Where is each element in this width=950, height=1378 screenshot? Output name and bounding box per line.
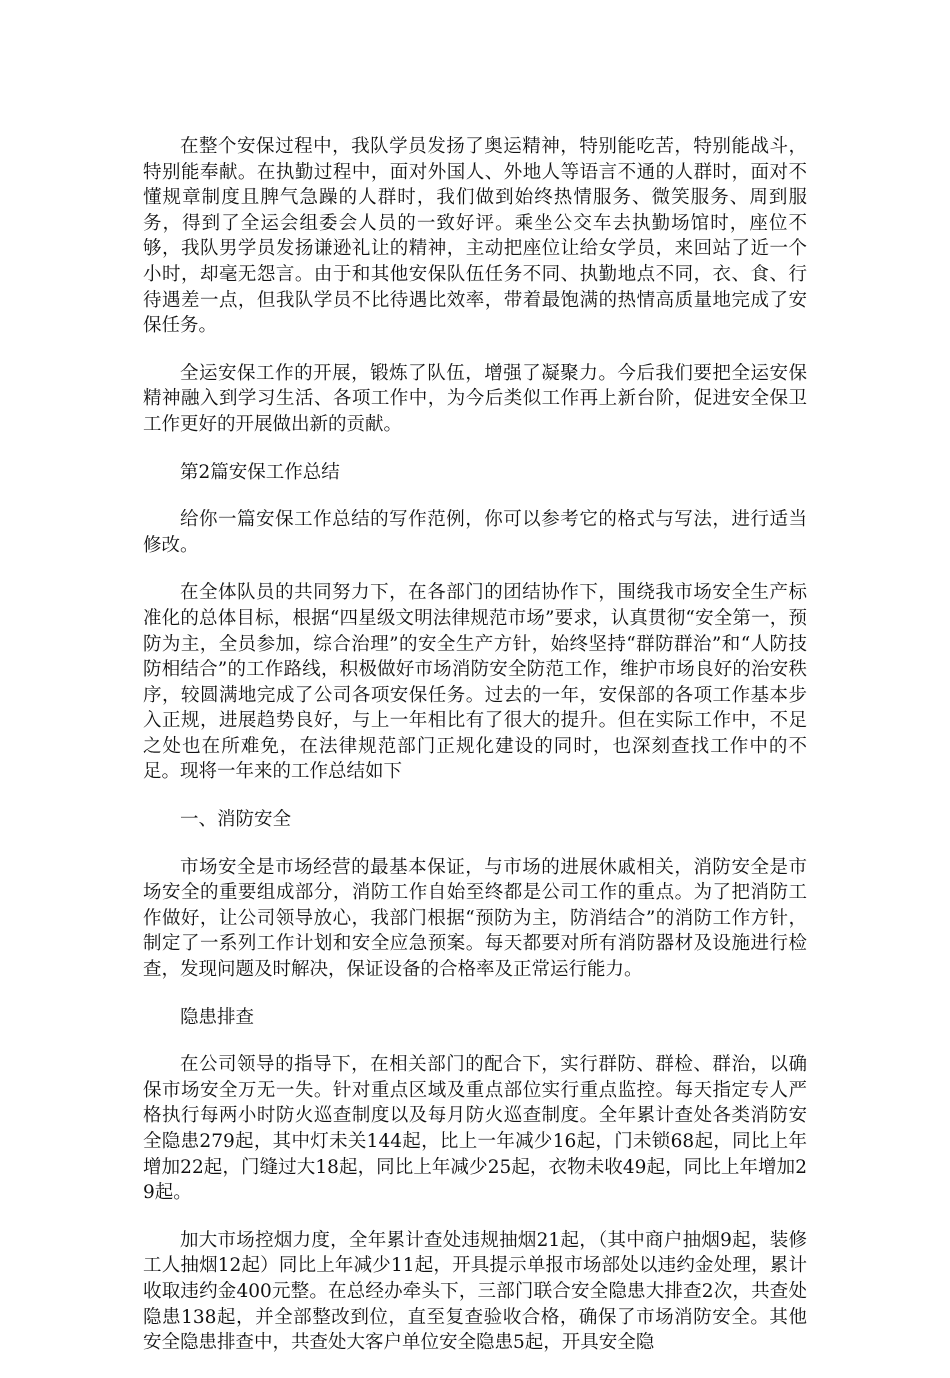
paragraph-intro: 给你一篇安保工作总结的写作范例，你可以参考它的格式与写法，进行适当修改。 [143,509,807,556]
paragraph-hazard-check: 在公司领导的指导下，在相关部门的配合下，实行群防、群检、群治，以确保市场安全万无一失。针对重点区域及重点部位实行重点监控。每天指定专人严格执行每两小时防火巡查制度以及每月防火巡查制度。全年累计查处各类消防安全隐患279起，其中灯未关144起，比上一年减少16起，门未锁68起，同比上年增加22起，门缝过大18起，同比上年减少25起，衣物未收49起，同比上年增加29起。 [143,1054,807,1204]
paragraph-overview: 在全体队员的共同努力下，在各部门的团结协作下，围绕我市场安全生产标准化的总体目标，根据“四星级文明法律规范市场”要求，认真贯彻“安全第一，预防为主，全员参加，综合治理”的安全生产方针，始终坚持“群防群治”和“人防技防相结合”的工作路线，积极做好市场消防安全防范工作，维护市场良好的治安秩序，较圆满地完成了公司各项安保任务。过去的一年，安保部的各项工作基本步入正规，进展趋势良好，与上一年相比有了很大的提升。但在实际工作中，不足之处也在所难免，在法律规范部门正规化建设的同时，也深刻查找工作中的不足。现将一年来的工作总结如下 [143,582,807,783]
heading-fire-safety: 一、消防安全 [180,809,292,831]
paragraph-fire-safety: 市场安全是市场经营的最基本保证，与市场的进展休戚相关，消防安全是市场安全的重要组成部分，消防工作自始至终都是公司工作的重点。为了把消防工作做好，让公司领导放心，我部门根据“预防为主，防消结合”的消防工作方针，制定了一系列工作计划和安全应急预案。每天都要对所有消防器材及设施进行检查，发现问题及时解决，保证设备的合格率及正常运行能力。 [143,856,807,981]
section-title-part-2: 第2篇安保工作总结 [180,461,340,483]
paragraph-smoking-control: 加大市场控烟力度，全年累计查处违规抽烟21起，（其中商户抽烟9起，装修工人抽烟12起）同比上年减少11起，开具提示单报市场部处以违约金处理，累计收取违约金400元整。在总经办牵头下，三部门联合安全隐患大排查2次，共查处隐患138起，并全部整改到位，直至复查验收合格，确保了市场消防安全。其他安全隐患排查中，共查处大客户单位安全隐患5起，开具安全隐 [143,1229,807,1354]
paragraph-olympic-spirit: 在整个安保过程中，我队学员发扬了奥运精神，特别能吃苦，特别能战斗，特别能奉献。在执勤过程中，面对外国人、外地人等语言不通的人群时，面对不懂规章制度且脾气急躁的人群时，我们做到始终热情服务、微笑服务、周到服务，得到了全运会组委会人员的一致好评。乘坐公交车去执勤场馆时，座位不够，我队男学员发扬谦逊礼让的精神，主动把座位让给女学员，来回站了近一个小时，却毫无怨言。由于和其他安保队伍任务不同、执勤地点不同，衣、食、行待遇差一点，但我队学员不比待遇比效率，带着最饱满的热情高质量地完成了安保任务。 [143,136,807,337]
document-page [143,134,807,1378]
paragraph-conclusion: 全运安保工作的开展，锻炼了队伍，增强了凝聚力。今后我们要把全运安保精神融入到学习生活、各项工作中，为今后类似工作再上新台阶，促进安全保卫工作更好的开展做出新的贡献。 [143,362,807,435]
heading-hazard-check: 隐患排查 [180,1006,255,1028]
